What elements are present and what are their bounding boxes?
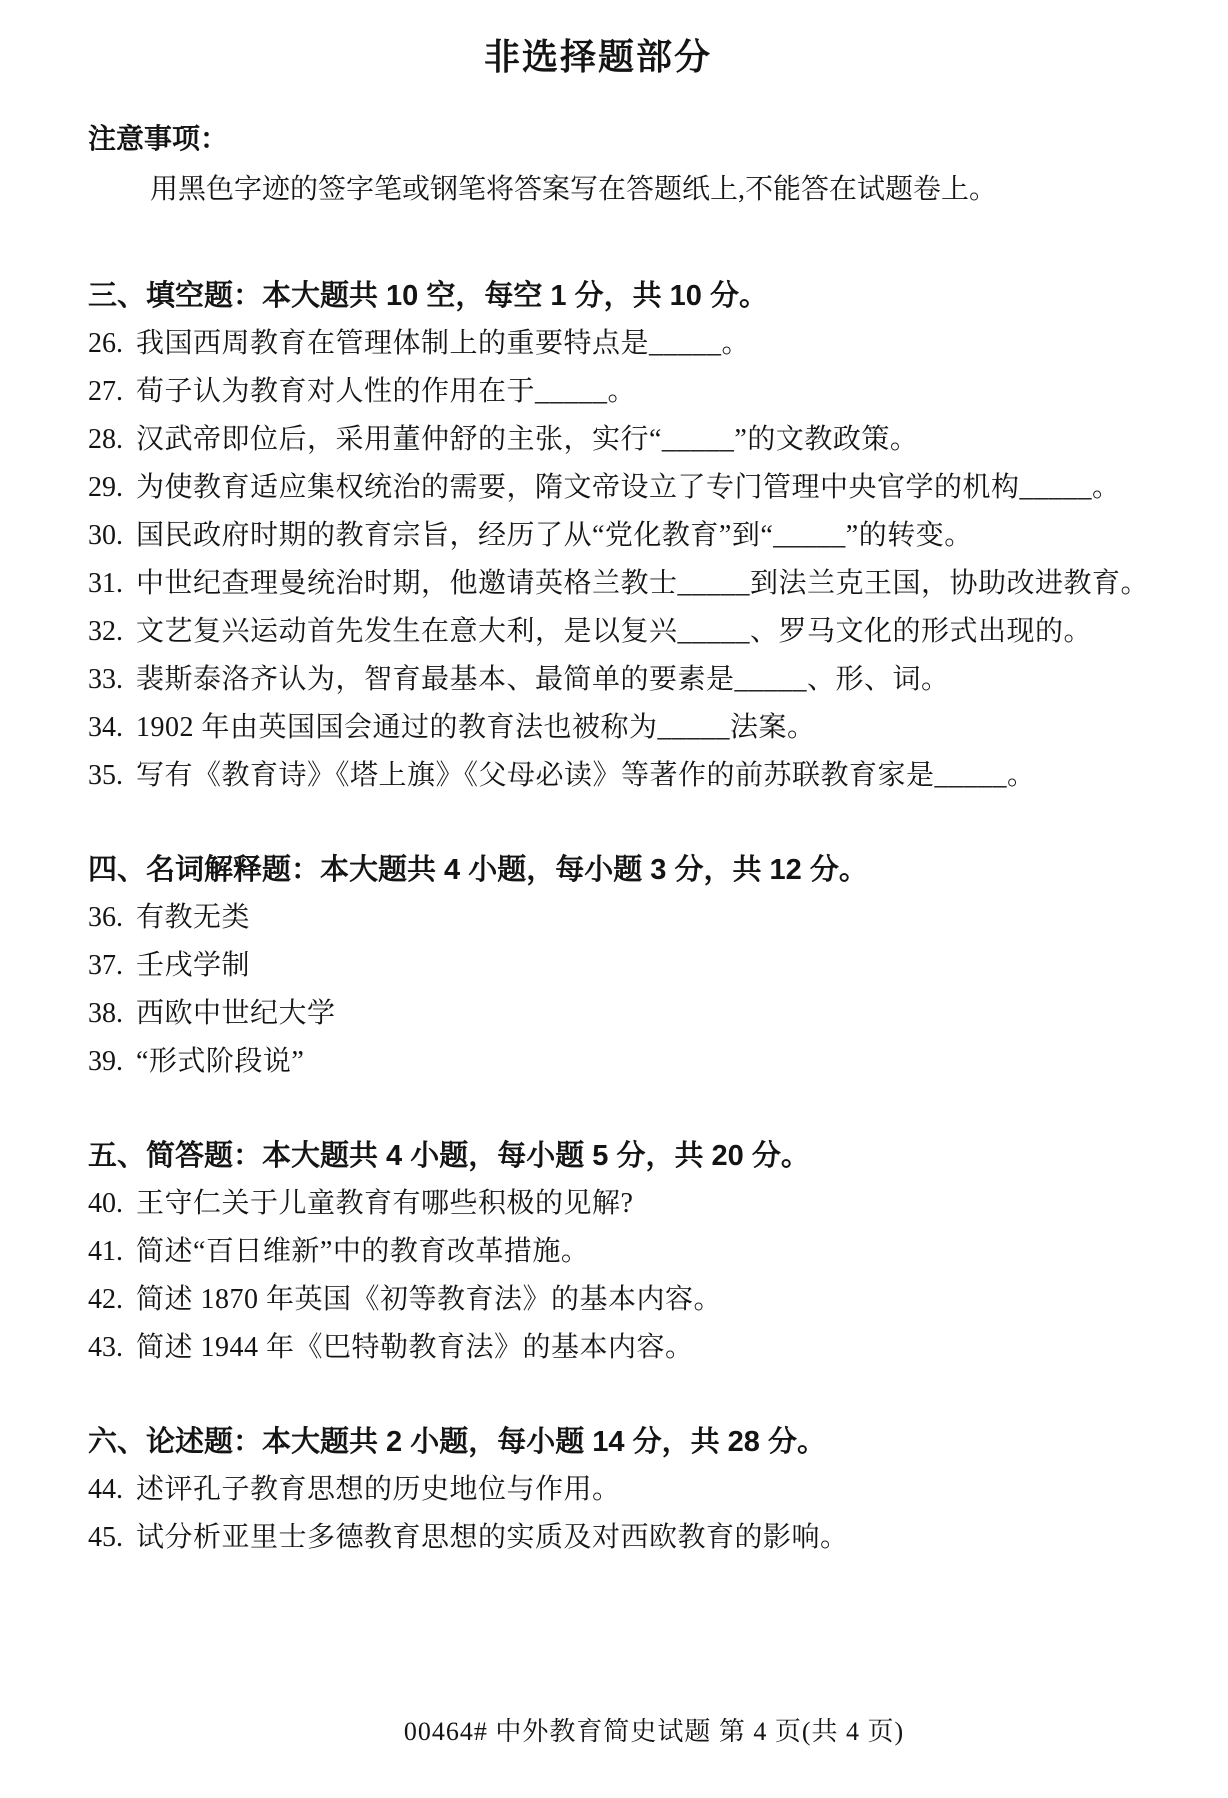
section-heading: 三、填空题：本大题共 10 空，每空 1 分，共 10 分。 [88,280,768,312]
question-number: 43. [88,1332,123,1363]
question-row [88,1276,1168,1324]
question-row [88,752,1168,800]
notice-heading: 注意事项： [88,123,229,154]
question-number: 37. [88,950,123,981]
exam-section [88,846,1168,1086]
question-text: 简述 1870 年英国《初等教育法》的基本内容。 [136,1284,723,1315]
question-row [88,512,1168,560]
question-number: 32. [88,616,123,647]
question-text: 裴斯泰洛齐认为，智育最基本、最简单的要素是_____、形、词。 [136,664,950,695]
question-text: 有教无类 [136,902,251,933]
question-text: 王守仁关于儿童教育有哪些积极的见解? [136,1188,634,1219]
question-row [88,416,1168,464]
question-row [88,990,1168,1038]
question-text: 国民政府时期的教育宗旨，经历了从“党化教育”到“_____”的转变。 [136,520,973,551]
question-number: 39. [88,1046,123,1077]
exam-section [88,1418,1168,1562]
question-number: 26. [88,328,123,359]
page-footer: 00464# 中外教育简史试题 第 4 页(共 4 页) [403,1717,905,1746]
question-number: 35. [88,760,123,791]
question-text: 1902 年由英国国会通过的教育法也被称为_____法案。 [136,712,816,743]
question-text: 荀子认为教育对人性的作用在于_____。 [136,376,637,407]
question-text: 简述“百日维新”中的教育改革措施。 [136,1236,590,1267]
question-row [88,894,1168,942]
question-row [88,1180,1168,1228]
question-number: 44. [88,1474,123,1505]
question-number: 30. [88,520,123,551]
question-row [88,1466,1168,1514]
question-text: 我国西周教育在管理体制上的重要特点是_____。 [136,328,751,359]
question-number: 29. [88,472,123,503]
question-row [88,320,1168,368]
question-row [88,942,1168,990]
question-text: 简述 1944 年《巴特勒教育法》的基本内容。 [136,1332,694,1363]
question-row [88,1514,1168,1562]
question-row [88,1038,1168,1086]
question-text: 西欧中世纪大学 [136,998,336,1029]
question-number: 31. [88,568,123,599]
question-row [88,656,1168,704]
question-number: 36. [88,902,123,933]
question-row [88,560,1168,608]
question-number: 34. [88,712,123,743]
section-heading: 五、简答题：本大题共 4 小题，每小题 5 分，共 20 分。 [88,1140,810,1172]
question-text: 述评孔子教育思想的历史地位与作用。 [136,1474,621,1505]
page-title: 非选择题部分 [483,36,712,77]
section-heading: 六、论述题：本大题共 2 小题，每小题 14 分，共 28 分。 [88,1426,826,1458]
question-number: 40. [88,1188,123,1219]
question-number: 28. [88,424,123,455]
question-row [88,368,1168,416]
question-text: 试分析亚里士多德教育思想的实质及对西欧教育的影响。 [136,1522,849,1553]
question-number: 41. [88,1236,123,1267]
question-row [88,1324,1168,1372]
sections-container [88,272,1168,1562]
question-row [88,704,1168,752]
exam-section [88,1132,1168,1372]
question-text: 壬戌学制 [136,950,251,981]
question-number: 33. [88,664,123,695]
question-text: “形式阶段说” [136,1046,305,1077]
question-number: 38. [88,998,123,1029]
exam-section [88,272,1168,800]
question-row [88,1228,1168,1276]
question-number: 42. [88,1284,123,1315]
question-text: 汉武帝即位后，采用董仲舒的主张，实行“_____”的文教政策。 [136,424,919,455]
question-text: 文艺复兴运动首先发生在意大利，是以复兴_____、罗马文化的形式出现的。 [136,616,1093,647]
section-heading: 四、名词解释题：本大题共 4 小题，每小题 3 分，共 12 分。 [88,854,868,886]
question-text: 写有《教育诗》《塔上旗》《父母必读》等著作的前苏联教育家是_____。 [136,760,1036,791]
question-row [88,464,1168,512]
question-number: 27. [88,376,123,407]
notice-text: 用黑色字迹的签字笔或钢笔将答案写在答题纸上,不能答在试题卷上。 [150,174,998,205]
question-row [88,608,1168,656]
question-text: 为使教育适应集权统治的需要，隋文帝设立了专门管理中央官学的机构_____。 [136,472,1121,503]
question-number: 45. [88,1522,123,1553]
question-text: 中世纪查理曼统治时期，他邀请英格兰教士_____到法兰克王国，协助改进教育。 [136,568,1150,599]
